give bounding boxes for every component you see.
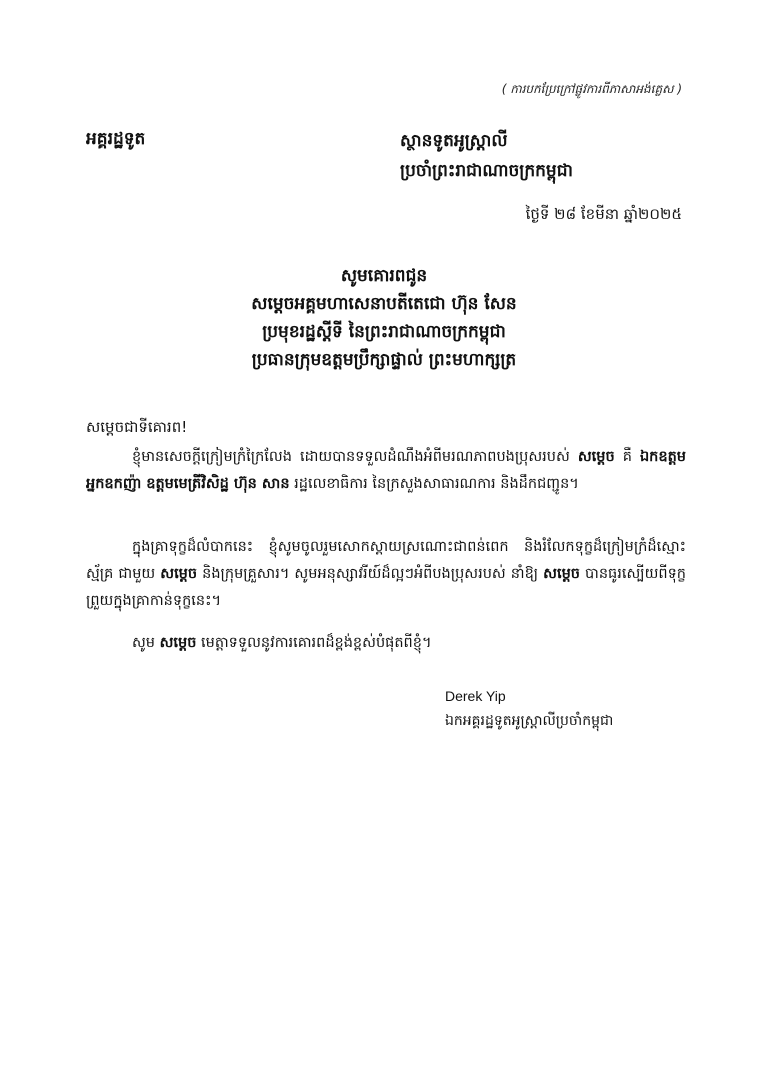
embassy-location: ប្រចាំព្រះរាជាណាចក្រកម្ពុជា [400, 161, 573, 181]
p2-text-c: និងក្រុមគ្រួសារ។ សូមអនុស្សាវរីយ៍ដ៏ល្អៗអំពីបងប្រុសរបស់ នាំឱ្យ [197, 566, 544, 582]
p2-text-a: ក្នុងគ្រាទុក្ខដ៏លំបាកនេះ ខ្ញុំសូមចូលរួមសោកស្តាយស្រណោះជាពន់ពេក និងរំលែកទុក្ខដ៏ក្រៀមក្រំដ៏ស្មោះស្ម័គ្រ ជាមួយ [86, 539, 686, 582]
sender-title: អគ្គរដ្ឋទូត [86, 129, 146, 149]
recipient-block [0, 262, 768, 374]
p3-text-c: មេត្តាទទួលនូវការគោរពដ៏ខ្ពង់ខ្ពស់បំផុតពីខ្ញុំ។ [196, 635, 432, 651]
p1-honorific: សម្តេច [577, 449, 615, 465]
translation-note: ( ការបកប្រែក្រៅផ្លូវការពីភាសាអង់គ្លេស ) [501, 82, 682, 96]
recipient-name: សម្តេចអគ្គមហាសេនាបតីតេជោ ហ៊ុន សែន [251, 294, 517, 314]
signatory-name: Derek Yip [445, 688, 506, 704]
p2-text-d: បានធូរស្បើយពីទុក្ខព្រួយក្នុងគ្រាកាន់ទុក្ខនេះ។ [86, 566, 687, 609]
salutation: សម្តេចជាទីគោរព! [86, 418, 188, 436]
p1-text-c: គឺ [614, 449, 640, 465]
recipient-position-1: ប្រមុខរដ្ឋស្តីទី នៃព្រះរាជាណាចក្រកម្ពុជា [262, 322, 506, 342]
recipient-position-2: ប្រធានក្រុមឧត្តមប្រឹក្សាផ្ទាល់ ព្រះមហាក្សត្រ [251, 350, 517, 370]
p2-honorific-1: សម្តេច [160, 566, 198, 582]
embassy-header [400, 126, 573, 186]
p3-text-a: សូម [132, 635, 160, 651]
letter-date: ថ្ងៃទី ២៨ ខែមីនា ឆ្នាំ២០២៥ [525, 205, 682, 223]
paragraph-condolence-2 [86, 534, 686, 615]
paragraph-condolence-1 [86, 444, 686, 498]
p2-honorific-2: សម្តេច [543, 566, 580, 582]
recipient-greeting: សូមគោរពជូន [340, 266, 428, 286]
signatory-title: ឯកអគ្គរដ្ឋទូតអូស្ត្រាលីប្រចាំកម្ពុជា [445, 713, 614, 729]
paragraph-closing [86, 630, 686, 657]
p3-honorific: សម្តេច [159, 635, 197, 651]
p1-text-d: រដ្ឋលេខាធិការ នៃក្រសួងសាធារណការ និងដឹកជញ្ជូន។ [289, 476, 579, 492]
p1-text-a: ខ្ញុំមានសេចក្តីក្រៀមក្រំក្រៃលែង ដោយបានទទួលដំណឹងអំពីមរណភាពបងប្រុសរបស់ [132, 449, 578, 465]
embassy-name: ស្ថានទូតអូស្ត្រាលី [400, 131, 508, 151]
p1-deceased-name: ឯកឧត្តម អ្នកឧកញ៉ា ឧត្តមមេត្រីវិសិដ្ឋ ហ៊ុន សាន [86, 449, 686, 492]
